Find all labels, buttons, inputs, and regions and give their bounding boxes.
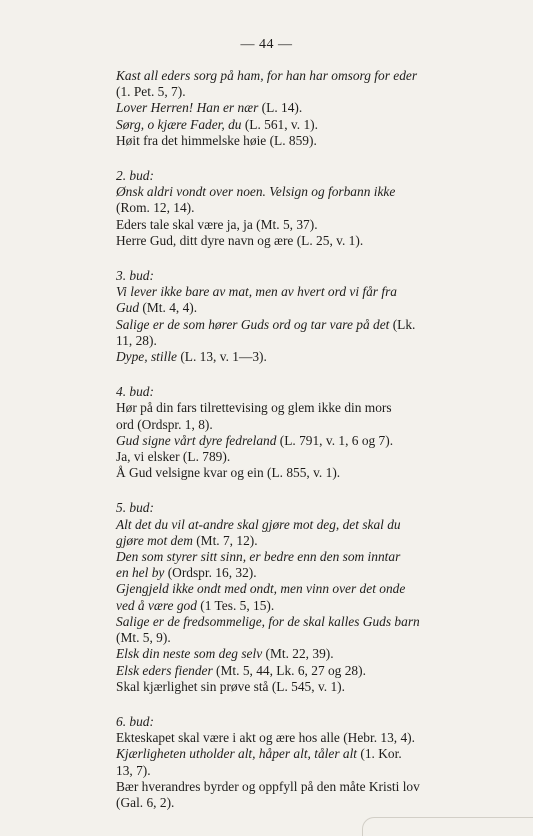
text-line [116, 663, 496, 679]
quote-text: Gud [116, 300, 140, 316]
section-heading: 2. bud: [116, 168, 154, 184]
section [116, 168, 496, 249]
section [116, 500, 496, 694]
page-number: — 44 — [240, 37, 293, 52]
quote-text: ved å være god [116, 597, 197, 613]
reference-text: (1. Pet. 5, 7). [116, 84, 186, 100]
reference-text: (Lk. [389, 316, 416, 332]
text-line [116, 795, 496, 811]
reference-text: 11, 28). [116, 332, 157, 348]
text-line [116, 433, 496, 449]
reference-text: 13, 7). [116, 762, 151, 778]
text-line [116, 68, 496, 84]
text-line [116, 317, 496, 333]
quote-text: Den som styrer sitt sinn, er bedre enn den som inntar [116, 549, 401, 565]
reference-text: (L. 14). [258, 100, 303, 116]
text-line [116, 184, 496, 200]
quote-text: Dype, stille [116, 349, 177, 365]
text-line [116, 333, 496, 349]
text-line [116, 730, 496, 746]
reference-text: (Mt. 5, 9). [116, 630, 171, 646]
reference-text: (Ordspr. 16, 32). [164, 565, 257, 581]
text-line [116, 581, 496, 597]
quote-text: Kjærligheten utholder alt, håper alt, tåler alt [116, 746, 358, 762]
reference-text: Hør på din fars tilrettevising og glem ikke din mors [116, 400, 392, 416]
reference-text: ord (Ordspr. 1, 8). [116, 416, 213, 432]
section-heading: 4. bud: [116, 384, 154, 400]
text-line [116, 598, 496, 614]
quote-text: Elsk eders fiender [116, 662, 213, 678]
reference-text: Ja, vi elsker (L. 789). [116, 449, 231, 465]
reference-text: (L. 561, v. 1). [241, 116, 318, 132]
section [116, 68, 496, 149]
text-line [116, 84, 496, 100]
quote-text: Salige er de som hører Guds ord og tar vare på det [116, 316, 390, 332]
reference-text: Herre Gud, ditt dyre navn og ære (L. 25, v. 1). [116, 232, 364, 248]
text-line [116, 284, 496, 300]
text-line [116, 300, 496, 316]
quote-text: Vi lever ikke bare av mat, men av hvert ord vi får fra [116, 284, 397, 300]
section-heading: 6. bud: [116, 713, 154, 729]
text-line [116, 614, 496, 630]
text-line [116, 679, 496, 695]
text-line [116, 117, 496, 133]
text-line [116, 233, 496, 249]
text-line [116, 565, 496, 581]
text-line [116, 100, 496, 116]
text-line [116, 746, 496, 762]
text-line [116, 533, 496, 549]
reference-text: Eders tale skal være ja, ja (Mt. 5, 37). [116, 216, 318, 232]
reference-text: Bær hverandres byrder og oppfyll på den måte Kristi lov [116, 778, 420, 794]
section [116, 714, 496, 811]
quote-text: Sørg, o kjære Fader, du [116, 116, 242, 132]
text-line [116, 630, 496, 646]
reference-text: (L. 13, v. 1—3). [176, 349, 267, 365]
quote-text: Lover Herren! Han er nær [116, 100, 259, 116]
reference-text: (Mt. 4, 4). [139, 300, 198, 316]
text-line [116, 549, 496, 565]
quote-text: Gud signe vårt dyre fedreland [116, 432, 277, 448]
reference-text: (Mt. 22, 39). [262, 646, 334, 662]
reference-text: Høit fra det himmelske høie (L. 859). [116, 132, 317, 148]
text-line [116, 465, 496, 481]
text-line [116, 646, 496, 662]
text-line [116, 779, 496, 795]
quote-text: Ønsk aldri vondt over noen. Velsign og forbann ikke [116, 184, 396, 200]
reference-text: Skal kjærlighet sin prøve stå (L. 545, v. 1). [116, 678, 345, 694]
text-line [116, 217, 496, 233]
quote-text: Salige er de fredsommelige, for de skal kalles Guds barn [116, 613, 420, 629]
reference-text: (Mt. 5, 44, Lk. 6, 27 og 28). [212, 662, 366, 678]
reference-text: (Rom. 12, 14). [116, 200, 195, 216]
section [116, 384, 496, 481]
quote-text: Alt det du vil at-andre skal gjøre mot deg, det skal du [116, 516, 401, 532]
text-line [116, 763, 496, 779]
reference-text: (1. Kor. [357, 746, 402, 762]
reference-text: Å Gud velsigne kvar og ein (L. 855, v. 1). [116, 465, 341, 481]
reference-text: (Mt. 7, 12). [192, 532, 258, 548]
reference-text: Ekteskapet skal være i akt og ære hos alle (Hebr. 13, 4). [116, 730, 415, 746]
page-corner-mark [362, 817, 533, 836]
reference-text: (Gal. 6, 2). [116, 794, 175, 810]
page-content [116, 68, 496, 811]
quote-text: en hel by [116, 565, 165, 581]
text-line [116, 133, 496, 149]
section-heading: 3. bud: [116, 268, 154, 284]
text-line [116, 417, 496, 433]
text-line [116, 517, 496, 533]
quote-text: Elsk din neste som deg selv [116, 646, 263, 662]
text-line [116, 400, 496, 416]
reference-text: (L. 791, v. 1, 6 og 7). [276, 432, 394, 448]
text-line [116, 349, 496, 365]
quote-text: Gjengjeld ikke ondt med ondt, men vinn over det onde [116, 581, 406, 597]
text-line [116, 200, 496, 216]
section [116, 268, 496, 365]
quote-text: Kast all eders sorg på ham, for han har omsorg for eder [116, 68, 418, 83]
text-line [116, 449, 496, 465]
reference-text: (1 Tes. 5, 15). [196, 597, 275, 613]
section-heading: 5. bud: [116, 500, 154, 516]
quote-text: gjøre mot dem [116, 532, 193, 548]
